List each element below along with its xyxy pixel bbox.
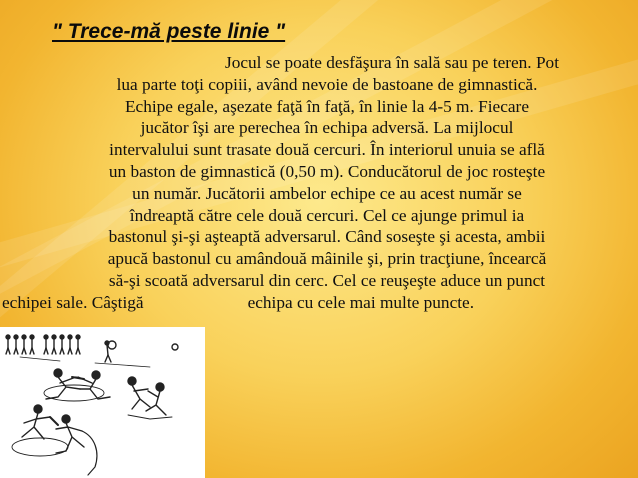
last-line-left: echipei sale. Câştigă xyxy=(2,292,144,312)
text-line: un număr. Jucătorii ambelor echipe ce au acest număr se xyxy=(132,183,522,203)
players-bottom xyxy=(22,405,97,475)
game-players-illustration-icon xyxy=(0,327,205,478)
text-line: Echipe egale, aşezate faţă în faţă, în linie la 4-5 m. Fiecare xyxy=(125,96,529,116)
last-line-right: echipa cu cele mai multe puncte. xyxy=(247,292,475,312)
team-row-left xyxy=(6,335,80,354)
players-pulling-stick xyxy=(44,369,110,401)
slide-body-text xyxy=(2,52,612,314)
slide-title: " Trece-mă peste linie " xyxy=(52,20,286,43)
text-line-last xyxy=(2,292,612,314)
text-line: intervalului sunt trasate două cercuri. În interiorul unuia se află xyxy=(109,140,545,160)
text-line: să-şi scoată adversarul din cerc. Cel ce reuşeşte aduce un punct xyxy=(108,270,546,290)
text-line: apucă bastonul cu amândouă mâinile şi, prin tracţiune, încearcă xyxy=(107,249,547,269)
text-line: lua parte toţi copiii, având nevoie de bastoane de gimnastică. xyxy=(116,74,538,94)
text-line: jucător îşi are perechea în echipa adversă. La mijlocul xyxy=(140,118,514,138)
text-line: îndreaptă către cele două cercuri. Cel ce ajunge primul ia xyxy=(129,205,525,225)
text-line: Jocul se poate desfăşura în sală sau pe teren. Pot xyxy=(225,53,559,72)
text-line: un baston de gimnastică (0,50 m). Conducătorul de joc rosteşte xyxy=(108,161,546,181)
players-right xyxy=(128,377,172,419)
text-line: bastonul şi-şi aşteaptă adversarul. Când soseşte şi acesta, ambii xyxy=(108,227,546,247)
